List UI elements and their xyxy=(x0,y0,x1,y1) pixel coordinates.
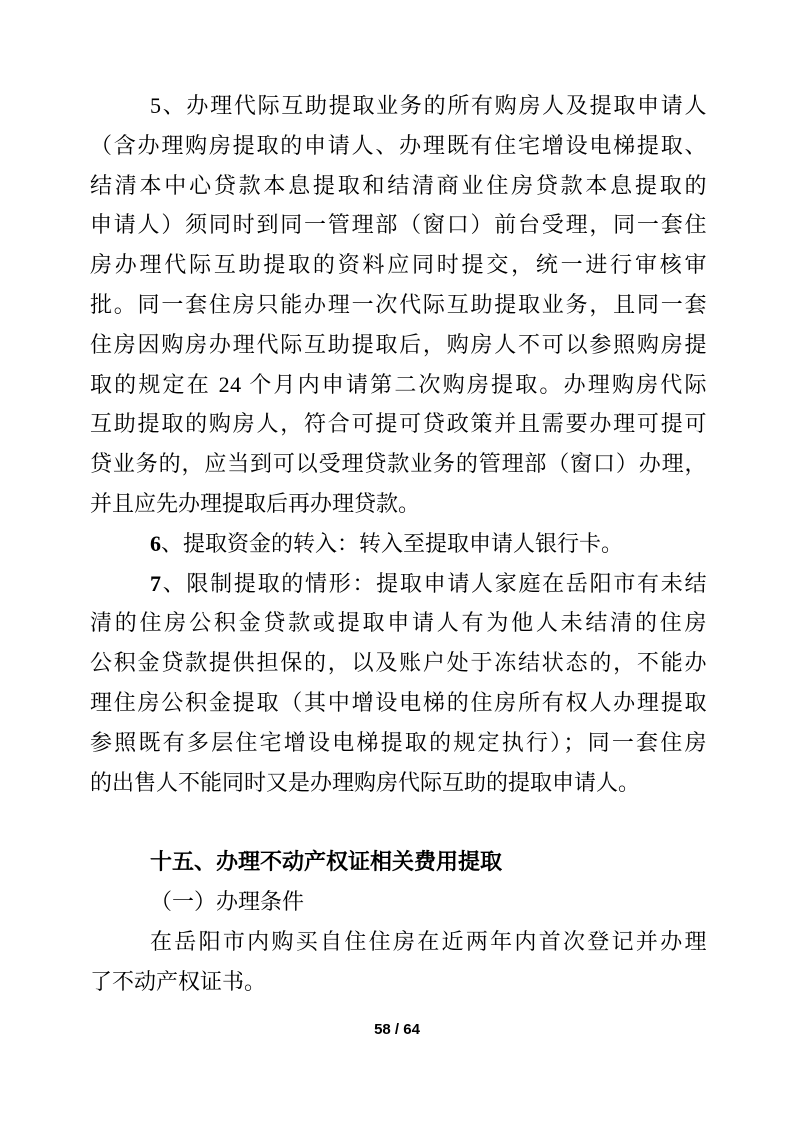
text-line: 5、办理代际互助提取业务的所有购房人及提取申请人 xyxy=(150,93,707,118)
text-line: 了不动产权证书。 xyxy=(90,968,267,994)
blank-line xyxy=(90,802,707,842)
text-line: 房办理代际互助提取的资料应同时提交，统一进行审核审 xyxy=(90,252,707,278)
text-line: 公积金贷款提供担保的，以及账户处于冻结状态的，不能办 xyxy=(90,650,707,676)
text-line: 取的规定在 24 个月内申请第二次购房提取。办理购房代际 xyxy=(90,371,707,397)
text-line: 贷业务的，应当到可以受理贷款业务的管理部（窗口）办理， xyxy=(90,451,707,477)
text-line: 参照既有多层住宅增设电梯提取的规定执行）；同一套住房 xyxy=(90,729,707,755)
section-heading: 十五、办理不动产权证相关费用提取 xyxy=(150,849,503,875)
text-line: 的出售人不能同时又是办理购房代际互助的提取申请人。 xyxy=(90,769,641,795)
text-column xyxy=(90,86,707,1001)
text-line: （含办理购房提取的申请人、办理既有住宅增设电梯提取、 xyxy=(90,132,707,158)
text-line: 批。同一套住房只能办理一次代际互助提取业务，且同一套 xyxy=(90,291,707,317)
item-6-line: 6、提取资金的转入：转入至提取申请人银行卡。 xyxy=(150,530,624,556)
text-line: 申请人）须同时到同一管理部（窗口）前台受理，同一套住 xyxy=(90,212,707,238)
item-number: 6 xyxy=(150,530,161,556)
text-line: 并且应先办理提取后再办理贷款。 xyxy=(90,490,421,516)
item-7-line: 7、限制提取的情形：提取申请人家庭在岳阳市有未结 xyxy=(150,570,707,596)
text-line: 清的住房公积金贷款或提取申请人有为他人未结清的住房 xyxy=(90,610,707,636)
item-number: 7 xyxy=(150,570,162,596)
text-line: 住房因购房办理代际互助提取后，购房人不可以参照购房提 xyxy=(90,331,707,357)
text-line: 在岳阳市内购买自住住房在近两年内首次登记并办理 xyxy=(150,928,707,954)
page-number: 58 / 64 xyxy=(374,1021,420,1038)
subsection-heading: （一）办理条件 xyxy=(150,888,305,914)
text-line: 互助提取的购房人，符合可提可贷政策并且需要办理可提可 xyxy=(90,411,707,437)
text-line: 结清本中心贷款本息提取和结清商业住房贷款本息提取的 xyxy=(90,172,707,198)
text-line: 理住房公积金提取（其中增设电梯的住房所有权人办理提取 xyxy=(90,689,707,715)
